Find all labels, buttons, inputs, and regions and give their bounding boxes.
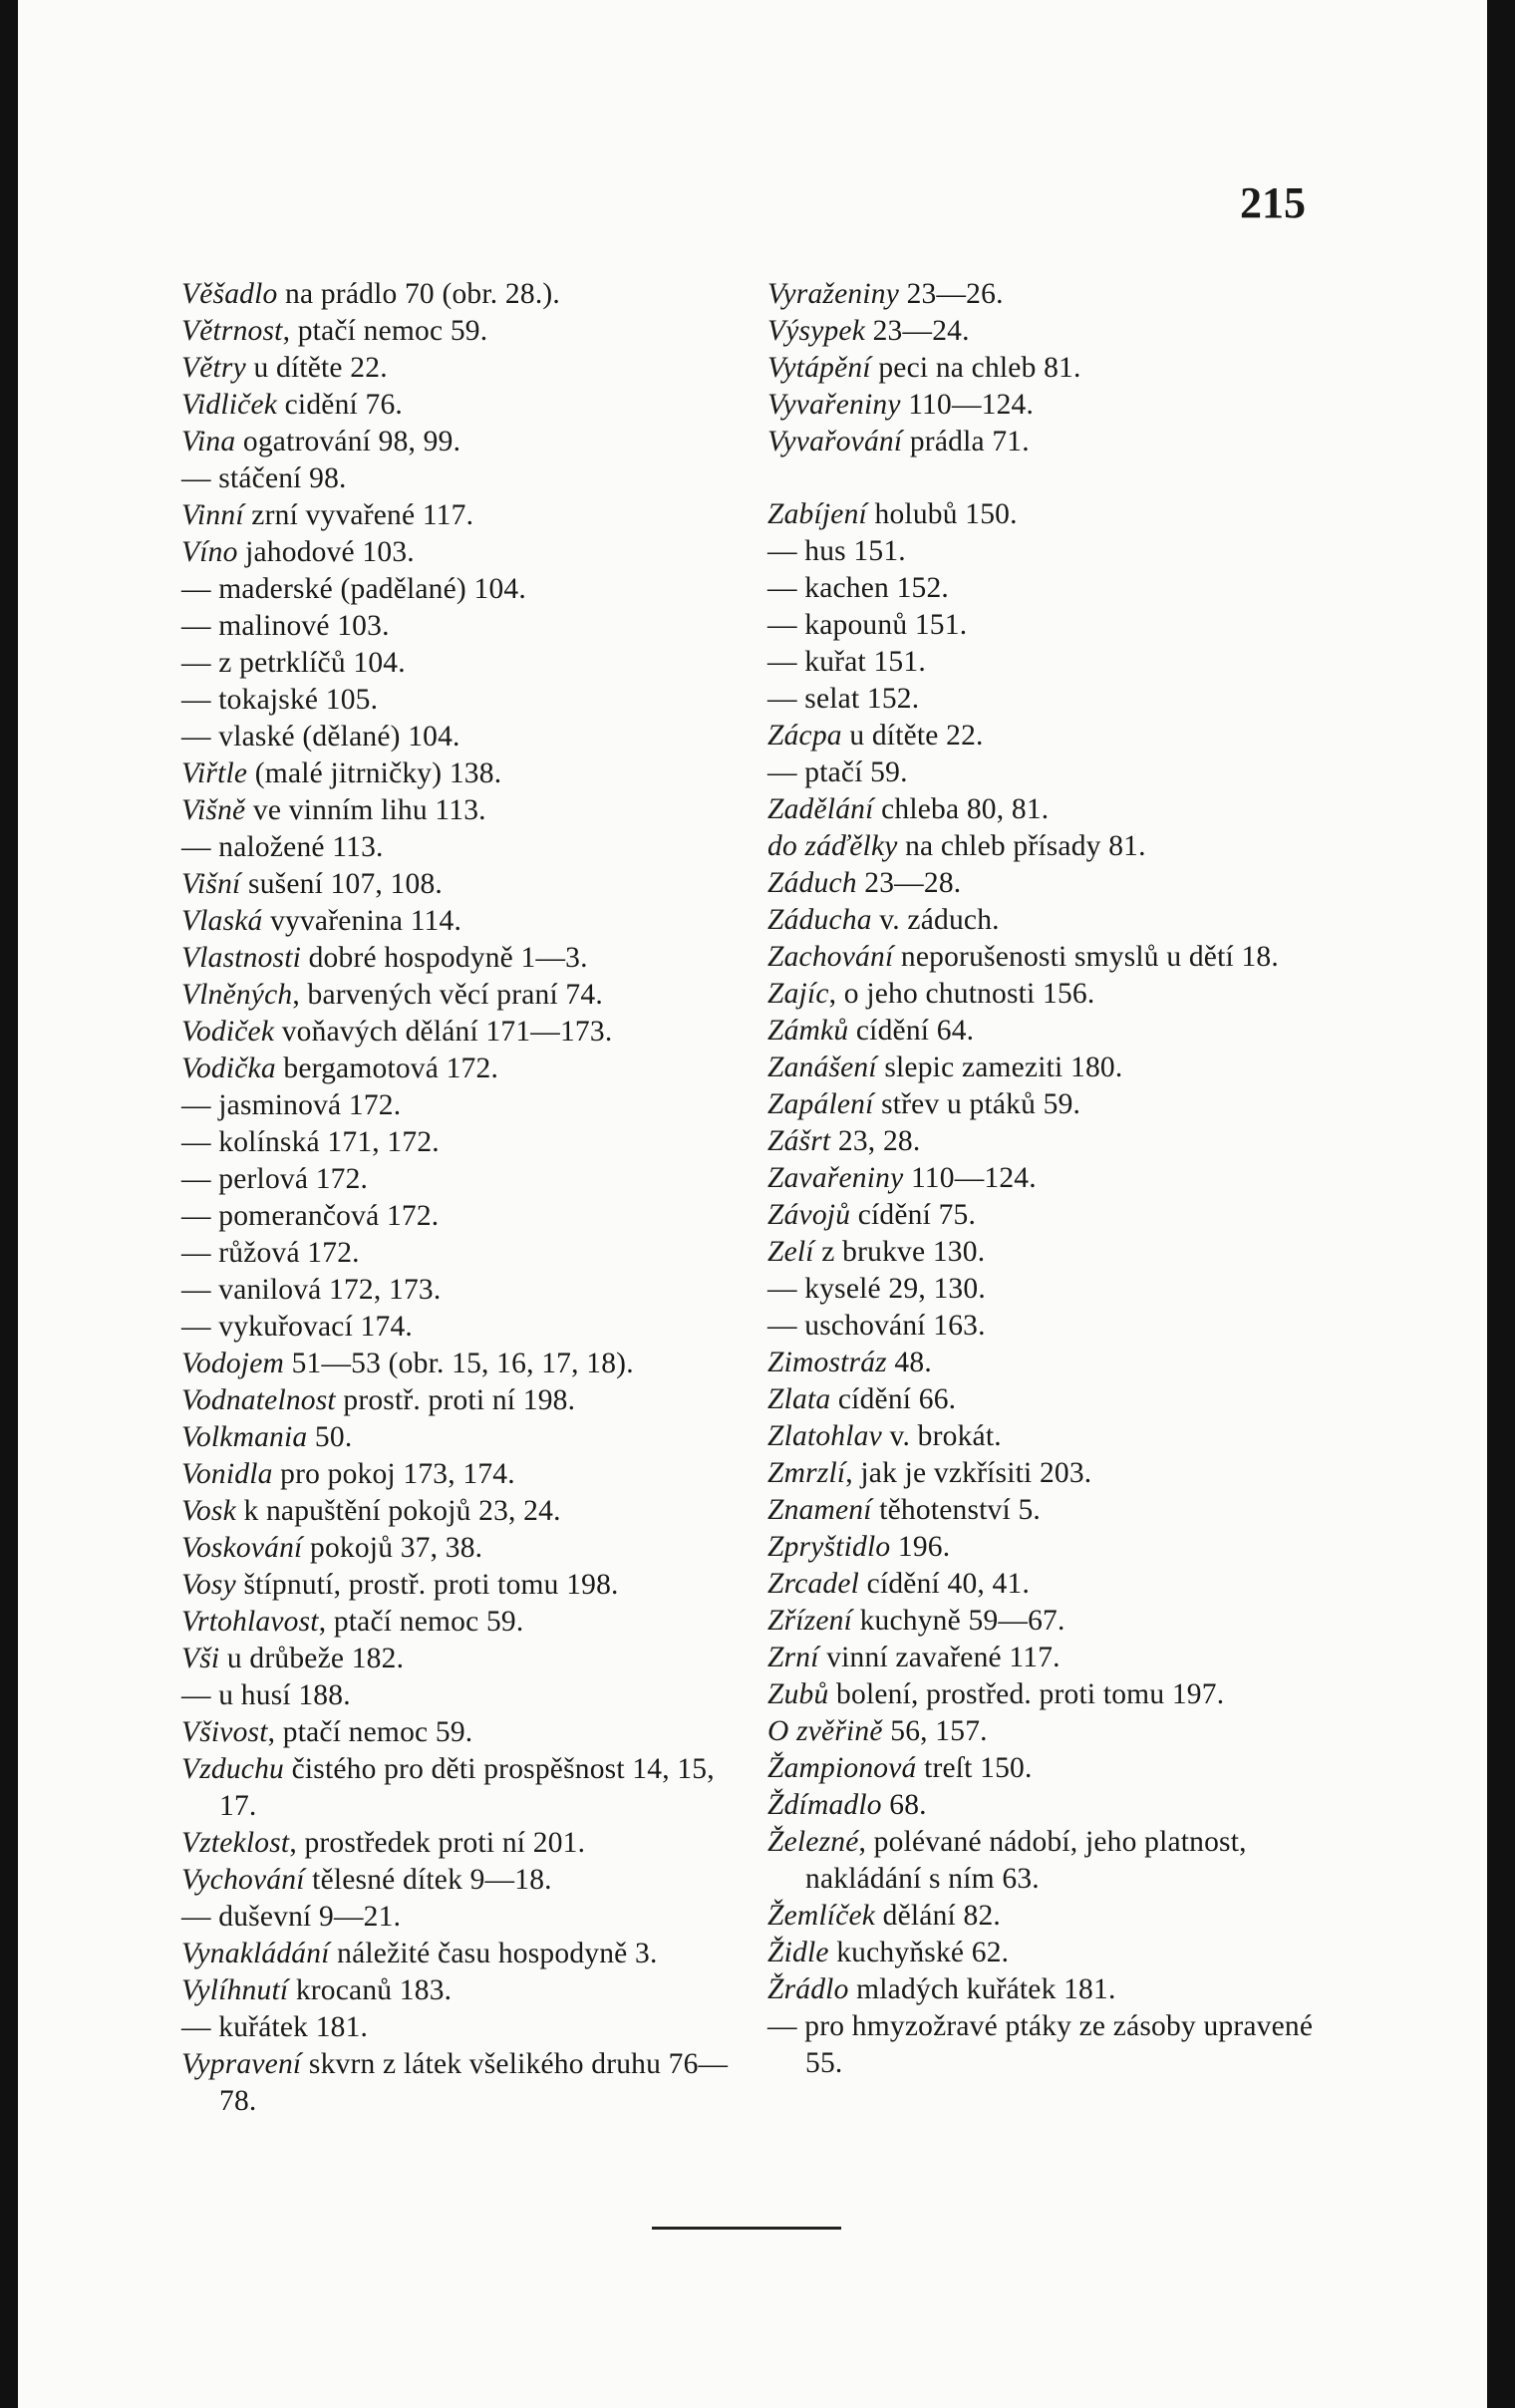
index-entry — [181, 755, 740, 792]
index-term: Zapálení — [767, 1088, 874, 1120]
index-term: Závojů — [767, 1199, 851, 1231]
index-entry — [181, 350, 740, 387]
index-entry — [181, 645, 740, 682]
index-reference: , polévané nádobí, jeho platnost, nakládání s ním 63. — [805, 1826, 1247, 1895]
index-reference: mladých kuřátek 181. — [848, 1973, 1116, 2005]
index-entry — [767, 387, 1326, 424]
index-entry — [767, 1308, 1326, 1345]
index-entry — [767, 1418, 1326, 1455]
index-entry — [767, 681, 1326, 718]
index-reference: — kuřat 151. — [767, 646, 926, 678]
index-term: Vynakládání — [181, 1938, 330, 1969]
index-entry — [181, 1641, 740, 1677]
section-gap — [767, 460, 1326, 496]
index-term: Zachování — [767, 941, 894, 973]
index-term: Žrádlo — [767, 1973, 849, 2005]
index-entry — [181, 1346, 740, 1382]
index-reference: 51—53 (obr. 15, 16, 17, 18). — [284, 1348, 634, 1379]
index-term: Vyraženiny — [767, 278, 899, 310]
index-entry — [767, 1013, 1326, 1050]
index-entry — [181, 1677, 740, 1714]
index-entry — [767, 1381, 1326, 1418]
index-entry — [767, 1086, 1326, 1123]
index-entry — [767, 1824, 1326, 1898]
index-term: Vši — [181, 1643, 220, 1674]
index-entry — [767, 350, 1326, 387]
index-reference: 68. — [881, 1789, 927, 1821]
index-reference: tělesné dítek 9—18. — [304, 1864, 552, 1896]
index-entry — [767, 644, 1326, 681]
index-entry — [767, 496, 1326, 533]
index-term: Vlaská — [181, 905, 263, 937]
index-entry — [767, 1566, 1326, 1603]
index-entry — [181, 866, 740, 903]
index-entry — [181, 1899, 740, 1936]
index-entry — [767, 939, 1326, 976]
index-entry — [181, 497, 740, 534]
index-reference: k napuštění pokojů 23, 24. — [235, 1495, 561, 1527]
index-term: Vychování — [181, 1864, 305, 1896]
index-entry — [181, 1087, 740, 1124]
index-entry — [767, 1898, 1326, 1935]
index-reference: — tokajské 105. — [181, 684, 379, 716]
index-term: Zpryštidlo — [767, 1531, 891, 1563]
index-entry — [767, 1640, 1326, 1676]
index-term: Vzduchu — [181, 1753, 284, 1785]
index-entry — [767, 1935, 1326, 1971]
index-reference: — maderské (padělané) 104. — [181, 573, 526, 605]
index-reference: — z petrklíčů 104. — [181, 647, 406, 679]
index-term: Viřtle — [181, 757, 248, 789]
index-reference: slepic zameziti 180. — [876, 1052, 1123, 1083]
index-term: Voskování — [181, 1532, 303, 1564]
index-reference: , jak je vzkřísiti 203. — [845, 1457, 1092, 1489]
index-entry — [767, 276, 1326, 313]
index-term: Zrní — [767, 1642, 819, 1673]
index-reference: kuchyňské 62. — [828, 1937, 1010, 1968]
index-reference: z brukve 130. — [813, 1236, 986, 1268]
index-reference: 48. — [886, 1347, 932, 1378]
index-entry — [767, 570, 1326, 607]
index-reference: v. záduch. — [871, 904, 1000, 936]
index-reference: — pomerančová 172. — [181, 1200, 440, 1232]
index-reference: — kachen 152. — [767, 572, 950, 604]
index-entry — [767, 1750, 1326, 1787]
index-reference: — vykuřovací 174. — [181, 1311, 413, 1343]
index-reference: skvrn z látek všelikého druhu 76—78. — [219, 2048, 729, 2117]
index-term: Zrcadel — [767, 1568, 860, 1600]
index-reference: 110—124. — [900, 389, 1035, 421]
index-entry — [181, 792, 740, 829]
index-entry — [767, 718, 1326, 754]
index-entry — [181, 276, 740, 313]
index-reference: cídění 64. — [848, 1015, 975, 1047]
index-entry — [181, 313, 740, 350]
index-entry — [181, 1972, 740, 2009]
index-entry — [767, 1197, 1326, 1234]
index-term: Výsypek — [767, 315, 866, 347]
index-entry — [767, 313, 1326, 350]
index-reference: 23—28. — [856, 867, 962, 899]
index-term: Volkmania — [181, 1421, 308, 1453]
index-term: Vylíhnutí — [181, 1974, 289, 2006]
index-reference: cidění 76. — [277, 389, 403, 421]
index-entry — [181, 424, 740, 460]
index-entry — [181, 1456, 740, 1493]
index-reference: — kolínská 171, 172. — [181, 1126, 440, 1158]
index-entry — [181, 903, 740, 940]
index-entry — [767, 1455, 1326, 1492]
index-term: Vlastnosti — [181, 942, 302, 974]
index-term: Vodička — [181, 1053, 276, 1084]
index-reference: dobré hospodyně 1—3. — [301, 942, 588, 974]
index-reference: — vlaské (dělané) 104. — [181, 721, 460, 752]
index-entry — [767, 1713, 1326, 1750]
index-term: Větrnost — [181, 315, 283, 347]
index-entry — [767, 1676, 1326, 1713]
index-term: Vosk — [181, 1495, 236, 1527]
index-entry — [181, 1567, 740, 1604]
index-entry — [181, 977, 740, 1014]
index-entry — [767, 828, 1326, 865]
index-reference: , prostředek proti ní 201. — [289, 1827, 586, 1859]
index-entry — [181, 460, 740, 497]
index-entry — [767, 1787, 1326, 1824]
index-reference: peci na chleb 81. — [870, 352, 1081, 384]
index-term: Zadělání — [767, 793, 874, 825]
index-entry — [181, 1272, 740, 1309]
index-entry — [181, 1235, 740, 1272]
index-column-left — [181, 276, 740, 2120]
index-reference: štípnutí, prostř. proti tomu 198. — [235, 1569, 619, 1601]
index-entry — [767, 1234, 1326, 1271]
index-reference: prádla 71. — [902, 426, 1030, 457]
index-term: Vodiček — [181, 1016, 275, 1048]
index-reference: , barvených věcí praní 74. — [292, 979, 603, 1011]
index-term: Železné — [767, 1826, 859, 1858]
index-term: Zubů — [767, 1678, 829, 1710]
index-term: Vinní — [181, 499, 244, 531]
index-entry — [767, 1271, 1326, 1308]
index-term: Záducha — [767, 904, 872, 936]
index-reference: — kyselé 29, 130. — [767, 1273, 986, 1305]
index-entry — [181, 940, 740, 977]
index-term: O zvěřině — [767, 1715, 883, 1747]
index-term: Znamení — [767, 1494, 872, 1526]
index-term: Záduch — [767, 867, 857, 899]
index-reference: prostř. proti ní 198. — [335, 1384, 576, 1416]
index-entry — [181, 534, 740, 571]
index-entry — [181, 1382, 740, 1419]
index-term: Zanášení — [767, 1052, 877, 1083]
index-term: Všivost — [181, 1716, 268, 1748]
index-entry — [181, 1124, 740, 1161]
index-reference: sušení 107, 108. — [240, 868, 443, 900]
index-reference: jahodové 103. — [237, 536, 415, 568]
index-reference: — stáčení 98. — [181, 462, 347, 494]
index-reference: — duševní 9—21. — [181, 1901, 402, 1933]
index-entry — [181, 1862, 740, 1899]
index-entry — [181, 2009, 740, 2046]
index-reference: — ptačí 59. — [767, 756, 908, 788]
index-term: Zámků — [767, 1015, 849, 1047]
index-entry — [767, 533, 1326, 570]
index-entry — [767, 1123, 1326, 1160]
index-term: Zimostráz — [767, 1347, 887, 1378]
index-reference: těhotenství 5. — [871, 1494, 1041, 1526]
index-term: Zlatohlav — [767, 1420, 882, 1452]
page-number: 215 — [1240, 178, 1306, 227]
index-reference: , ptačí nemoc 59. — [282, 315, 488, 347]
index-term: Žemlíček — [767, 1900, 876, 1932]
index-term: Zelí — [767, 1236, 814, 1268]
index-entry — [767, 865, 1326, 902]
index-term: Vytápění — [767, 352, 871, 384]
index-entry — [767, 1603, 1326, 1640]
index-entry — [181, 1936, 740, 1972]
index-reference: 196. — [890, 1531, 951, 1563]
index-term: Zlata — [767, 1383, 831, 1415]
index-term: Višně — [181, 794, 246, 826]
index-entry — [767, 754, 1326, 791]
index-entry — [181, 1530, 740, 1567]
index-reference: náležité času hospodyně 3. — [329, 1938, 658, 1969]
index-entry — [181, 2046, 740, 2120]
index-entry — [767, 902, 1326, 939]
index-term: Višní — [181, 868, 241, 900]
index-entry — [181, 682, 740, 719]
index-term: Vzteklost — [181, 1827, 290, 1859]
index-reference: vyvařenina 114. — [262, 905, 462, 937]
index-reference: , ptačí nemoc 59. — [267, 1716, 473, 1748]
index-term: Vyvařeniny — [767, 389, 901, 421]
index-term: Ždímadlo — [767, 1789, 882, 1821]
index-reference: , ptačí nemoc 59. — [318, 1606, 524, 1638]
index-reference: pro pokoj 173, 174. — [272, 1458, 515, 1490]
index-reference: cídění 66. — [830, 1383, 957, 1415]
index-reference: na chleb přísady 81. — [897, 830, 1146, 862]
index-term: Vypravení — [181, 2048, 302, 2080]
index-reference: krocanů 183. — [288, 1974, 453, 2006]
index-entry — [181, 1714, 740, 1751]
index-entry — [181, 829, 740, 866]
index-reference: 23, 28. — [830, 1125, 921, 1157]
index-term: Vyvařování — [767, 426, 903, 457]
index-entry — [767, 1529, 1326, 1566]
index-reference: střev u ptáků 59. — [873, 1088, 1081, 1120]
index-reference: 50. — [307, 1421, 353, 1453]
index-reference: bergamotová 172. — [275, 1053, 499, 1084]
index-reference: v. brokát. — [881, 1420, 1002, 1452]
index-reference: — kapounů 151. — [767, 609, 968, 641]
index-reference: chleba 80, 81. — [873, 793, 1050, 825]
index-entry — [181, 1198, 740, 1235]
index-reference: — malinové 103. — [181, 610, 390, 642]
index-reference: u dítěte 22. — [245, 352, 388, 384]
index-reference: zrní vyvařené 117. — [243, 499, 474, 531]
index-reference: — naložené 113. — [181, 831, 384, 863]
index-term: Zmrzlí — [767, 1457, 846, 1489]
index-entry — [767, 2008, 1326, 2082]
index-reference: — perlová 172. — [181, 1163, 369, 1195]
index-term: Vidliček — [181, 389, 278, 421]
index-reference: — uschování 163. — [767, 1310, 986, 1342]
index-entry — [767, 1492, 1326, 1529]
index-reference: holubů 150. — [866, 498, 1018, 530]
index-reference: dělání 82. — [875, 1900, 1001, 1932]
index-term: Vodnatelnost — [181, 1384, 336, 1416]
index-reference: — kuřátek 181. — [181, 2011, 369, 2043]
index-term: do záďělky — [767, 830, 898, 862]
index-entry — [181, 1419, 740, 1456]
index-reference: čistého pro děti prospěšnost 14, 15, 17. — [219, 1753, 715, 1822]
index-entry — [767, 1160, 1326, 1197]
index-reference: (malé jitrničky) 138. — [247, 757, 502, 789]
index-entry — [181, 1493, 740, 1530]
index-entry — [181, 1751, 740, 1825]
index-reference: 23—24. — [865, 315, 970, 347]
index-term: Vodojem — [181, 1348, 284, 1379]
index-reference: kuchyně 59—67. — [852, 1605, 1065, 1637]
index-reference: 110—124. — [903, 1162, 1037, 1194]
index-reference: cídění 75. — [850, 1199, 977, 1231]
index-entry — [767, 976, 1326, 1013]
index-reference: treſt 150. — [916, 1752, 1033, 1784]
index-reference: 23—26. — [899, 278, 1004, 310]
index-reference: , o jeho chutnosti 156. — [828, 978, 1095, 1010]
book-page — [18, 0, 1487, 2408]
index-entry — [181, 608, 740, 645]
index-term: Vlněných — [181, 979, 293, 1011]
closing-rule — [652, 2227, 841, 2230]
index-reference: cídění 40, 41. — [859, 1568, 1031, 1600]
index-term: Větry — [181, 352, 246, 384]
index-reference: — růžová 172. — [181, 1237, 360, 1269]
index-entry — [181, 1604, 740, 1641]
index-entry — [181, 1051, 740, 1087]
index-entry — [767, 1050, 1326, 1086]
index-reference: ve vinním lihu 113. — [245, 794, 486, 826]
index-reference: bolení, prostřed. proti tomu 197. — [828, 1678, 1225, 1710]
index-reference: pokojů 37, 38. — [302, 1532, 483, 1564]
index-reference: — selat 152. — [767, 683, 920, 715]
index-term: Zabíjení — [767, 498, 867, 530]
index-entry — [181, 387, 740, 424]
index-column-right — [767, 276, 1326, 2082]
index-term: Zavařeniny — [767, 1162, 904, 1194]
index-term: Zášrt — [767, 1125, 831, 1157]
index-term: Věšadlo — [181, 278, 278, 310]
index-entry — [181, 1309, 740, 1346]
index-reference: ogatrování 98, 99. — [235, 426, 461, 457]
index-reference: voňavých dělání 171—173. — [274, 1016, 613, 1048]
index-entry — [767, 424, 1326, 460]
index-reference: u dítěte 22. — [841, 720, 984, 752]
index-reference: — pro hmyzožravé ptáky ze zásoby upravené 55. — [767, 2010, 1314, 2079]
index-reference: — vanilová 172, 173. — [181, 1274, 442, 1306]
index-entry — [767, 1345, 1326, 1381]
index-term: Vosy — [181, 1569, 236, 1601]
index-term: Vonidla — [181, 1458, 273, 1490]
index-term: Zácpa — [767, 720, 842, 752]
index-term: Zřízení — [767, 1605, 853, 1637]
index-term: Vrtohlavost — [181, 1606, 319, 1638]
index-entry — [767, 791, 1326, 828]
index-entry — [181, 571, 740, 608]
index-term: Zajíc — [767, 978, 829, 1010]
index-reference: — jasminová 172. — [181, 1089, 402, 1121]
index-term: Žampionová — [767, 1752, 917, 1784]
index-reference: vinní zavařené 117. — [818, 1642, 1060, 1673]
index-reference: — hus 151. — [767, 535, 906, 567]
index-reference: neporušenosti smyslů u dětí 18. — [893, 941, 1279, 973]
index-reference: u drůbeže 182. — [219, 1643, 405, 1674]
index-term: Vina — [181, 426, 236, 457]
index-entry — [181, 1825, 740, 1862]
index-reference: na prádlo 70 (obr. 28.). — [277, 278, 561, 310]
index-reference: — u husí 188. — [181, 1679, 351, 1711]
index-reference: 56, 157. — [882, 1715, 988, 1747]
index-entry — [181, 1161, 740, 1198]
index-entry — [767, 1971, 1326, 2008]
index-entry — [767, 607, 1326, 644]
index-entry — [181, 719, 740, 755]
index-entry — [181, 1014, 740, 1051]
index-term: Židle — [767, 1937, 829, 1968]
index-term: Víno — [181, 536, 238, 568]
